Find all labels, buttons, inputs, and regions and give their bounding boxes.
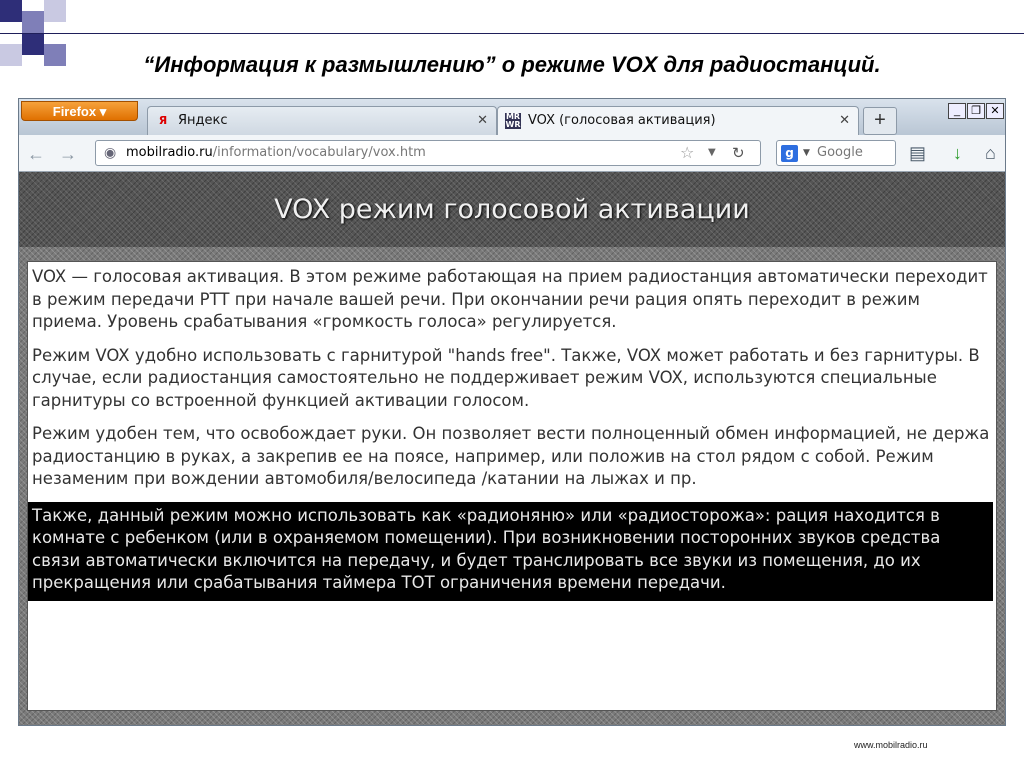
slide-title: “Информация к размышлению” о режиме VOX для радиостанций. — [143, 52, 881, 77]
download-icon[interactable]: ↓ — [953, 143, 962, 163]
reload-icon[interactable]: ↻ — [732, 144, 745, 162]
tab-label: Яндекс — [178, 113, 228, 128]
maximize-icon[interactable]: ❐ — [967, 103, 985, 119]
bookmark-star-icon[interactable]: ☆ — [680, 143, 695, 162]
new-tab-button[interactable]: + — [863, 107, 897, 135]
forward-icon[interactable]: → — [59, 144, 77, 164]
firefox-menu-button[interactable] — [21, 101, 138, 121]
address-bar[interactable] — [95, 140, 761, 166]
home-icon[interactable]: ⌂ — [985, 143, 996, 163]
decor-square — [0, 0, 22, 22]
tab-vox[interactable] — [497, 106, 859, 135]
highlighted-paragraph: Также, данный режим можно использовать как «радионяню» или «радиосторожа»: рация находится в комнате с ребенком (или в охраняемом помещении). При возникновении посторонних звуков средства связи автоматически включится на передачу, и будет транслировать все звуки из помещения, до их прекращения или срабатывания таймера ТОТ ограничения времени передачи. — [28, 502, 993, 601]
search-placeholder: Google — [817, 145, 863, 160]
globe-icon: ◉ — [104, 145, 117, 161]
tab-bar — [19, 99, 1005, 135]
google-icon: g — [781, 145, 798, 162]
article-paragraph: Режим VOX удобно использовать с гарнитурой "hands free". Также, VOX может работать и без гарнитуры. В случае, если радиостанция самостоятельно не поддерживает режим VOX, используются специальные гарнитуры со встроенной функцией активации голосом. — [32, 345, 980, 410]
tab-yandex[interactable] — [147, 106, 497, 135]
url-host: mobilradio.ru — [126, 145, 213, 160]
yandex-favicon-icon: Я — [158, 114, 168, 127]
chevron-down-icon[interactable]: ▼ — [708, 147, 716, 158]
chevron-down-icon[interactable]: ▼ — [803, 148, 810, 158]
article-paragraph: VOX — голосовая активация. В этом режиме работающая на прием радиостанция автоматически переходит в режим передачи PTT при начале вашей речи. При окончании речи рация опять переходит в режим приема. Уровень срабатывания «громкость голоса» регулируется. — [32, 267, 988, 331]
navigation-toolbar — [19, 135, 1005, 172]
close-icon[interactable]: ✕ — [839, 113, 850, 128]
close-icon[interactable]: ✕ — [477, 113, 488, 128]
decor-square — [44, 0, 66, 22]
tab-label: VOX (голосовая активация) — [528, 113, 716, 128]
bookmarks-icon[interactable]: ▤ — [909, 143, 927, 163]
page-header-band — [19, 172, 1005, 247]
url-path: /information/vocabulary/vox.htm — [212, 145, 426, 160]
search-input[interactable] — [776, 140, 896, 166]
firefox-menu-label: Firefox — [52, 104, 97, 119]
minimize-icon[interactable]: _ — [948, 103, 966, 119]
page-content — [19, 172, 1005, 726]
decor-square — [22, 11, 44, 33]
slide-footer-url: www.mobilradio.ru — [854, 740, 928, 750]
close-window-icon[interactable]: ✕ — [986, 103, 1004, 119]
browser-window — [18, 98, 1006, 726]
chevron-down-icon: ▾ — [99, 104, 107, 119]
mobilradio-favicon-icon: MR WR — [505, 112, 521, 129]
slide-top-rule — [0, 33, 1024, 34]
page-heading: VOX режим голосовой активации — [274, 194, 750, 225]
url-text — [126, 141, 426, 165]
back-icon[interactable]: ← — [27, 144, 45, 164]
article-paragraph: Режим удобен тем, что освобождает руки. Он позволяет вести полноценный обмен информацией, не держа радиостанцию в руках, а закрепив ее на поясе, например, или положив на стол рядом с собой. Режим незаменим при вождении автомобиля/велосипеда /катании на лыжах и пр. — [32, 424, 990, 488]
article-body — [27, 261, 997, 711]
